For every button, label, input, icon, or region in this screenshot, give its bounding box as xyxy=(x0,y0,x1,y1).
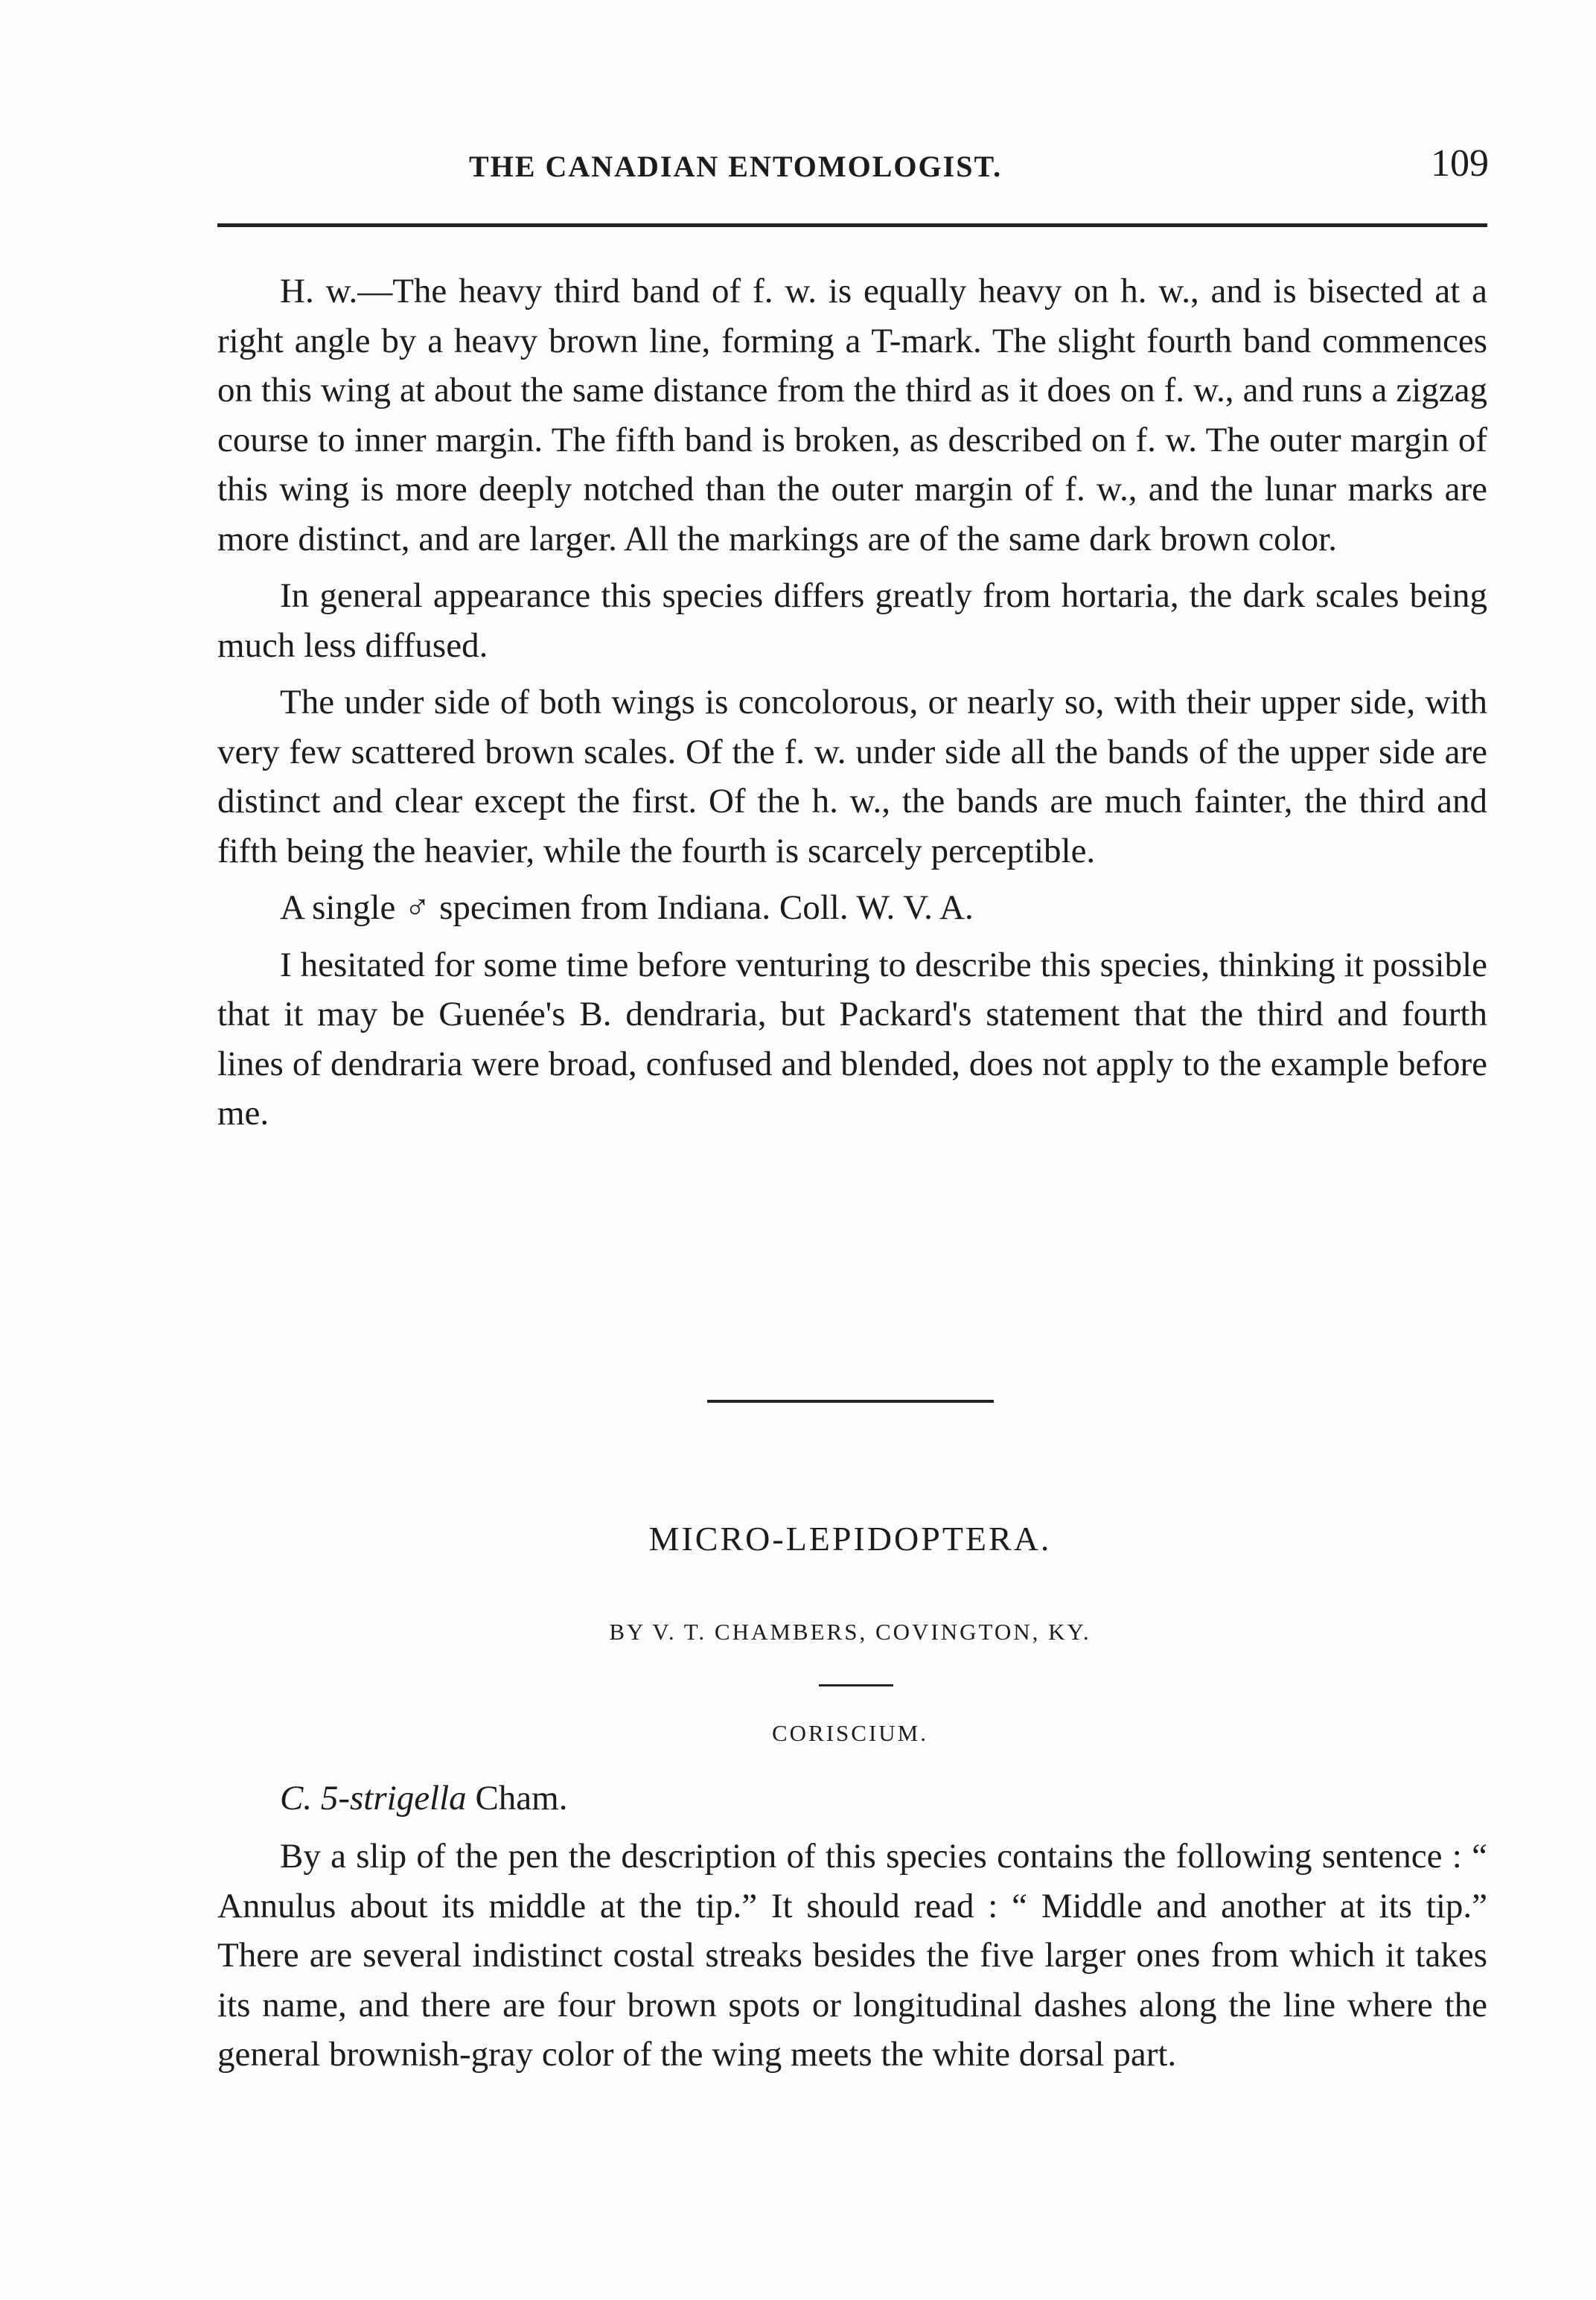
first-text-block xyxy=(217,267,1487,1146)
running-head xyxy=(216,141,1489,194)
paragraph-specimen: A single ♂ specimen from Indiana. Coll. W. V. A. xyxy=(280,888,974,927)
article-title: MICRO-LEPIDOPTERA. xyxy=(648,1520,1052,1558)
species-author: Cham. xyxy=(475,1779,568,1818)
paragraph-hind-wing: H. w.—The heavy third band of f. w. is equally heavy on h. w., and is bisected at a right angle by a heavy brown line, forming a T-mark. The slight fourth band commences on this wing at about the same distance from the third as it does on f. w., and runs a zigzag course to inner margin. The fifth band is broken, as described on f. w. The outer margin of this wing is more deeply notched than the outer margin of f. w., and the lunar marks are more distinct, and are larger. All the markings are of the same dark brown color. xyxy=(217,272,1487,558)
byline-rule xyxy=(819,1684,893,1686)
genus-heading: CORISCIUM. xyxy=(771,1720,928,1746)
species-heading xyxy=(280,1778,567,1818)
section-divider xyxy=(707,1400,994,1403)
running-title: THE CANADIAN ENTOMOLOGIST. xyxy=(469,150,1003,183)
paragraph-general-appearance: In general appearance this species differs greatly from hortaria, the dark scales being much less diffused. xyxy=(217,576,1487,665)
header-rule xyxy=(217,223,1487,227)
article-byline: BY V. T. CHAMBERS, COVINGTON, KY. xyxy=(609,1619,1091,1645)
paragraph-correction: By a slip of the pen the description of this species contains the following sentence : “ Annulus about its middle at the tip.” It should read : “ Middle and another at its tip.” There are several indistinct costal streaks besides the five larger ones from which it takes its name, and there are four brown spots or longitudinal dashes along the line where the general brownish-gray color of the wing meets the white dorsal part. xyxy=(217,1837,1487,2074)
second-text-block xyxy=(217,1832,1487,2087)
paragraph-hesitation: I hesitated for some time before venturing to describe this species, thinking it possible that it may be Guenée's B. dendraria, but Packard's statement that the third and fourth lines of dendraria were broad, confused and blended, does not apply to the example before me. xyxy=(217,945,1487,1133)
paragraph-under-side: The under side of both wings is concolorous, or nearly so, with their upper side, with very few scattered brown scales. Of the f. w. under side all the bands of the upper side are distinct and clear except the first. Of the h. w., the bands are much fainter, the third and fifth being the heavier, while the fourth is scarcely perceptible. xyxy=(217,683,1487,870)
species-name: C. 5-strigella xyxy=(280,1779,467,1818)
page-number: 109 xyxy=(1431,142,1489,185)
